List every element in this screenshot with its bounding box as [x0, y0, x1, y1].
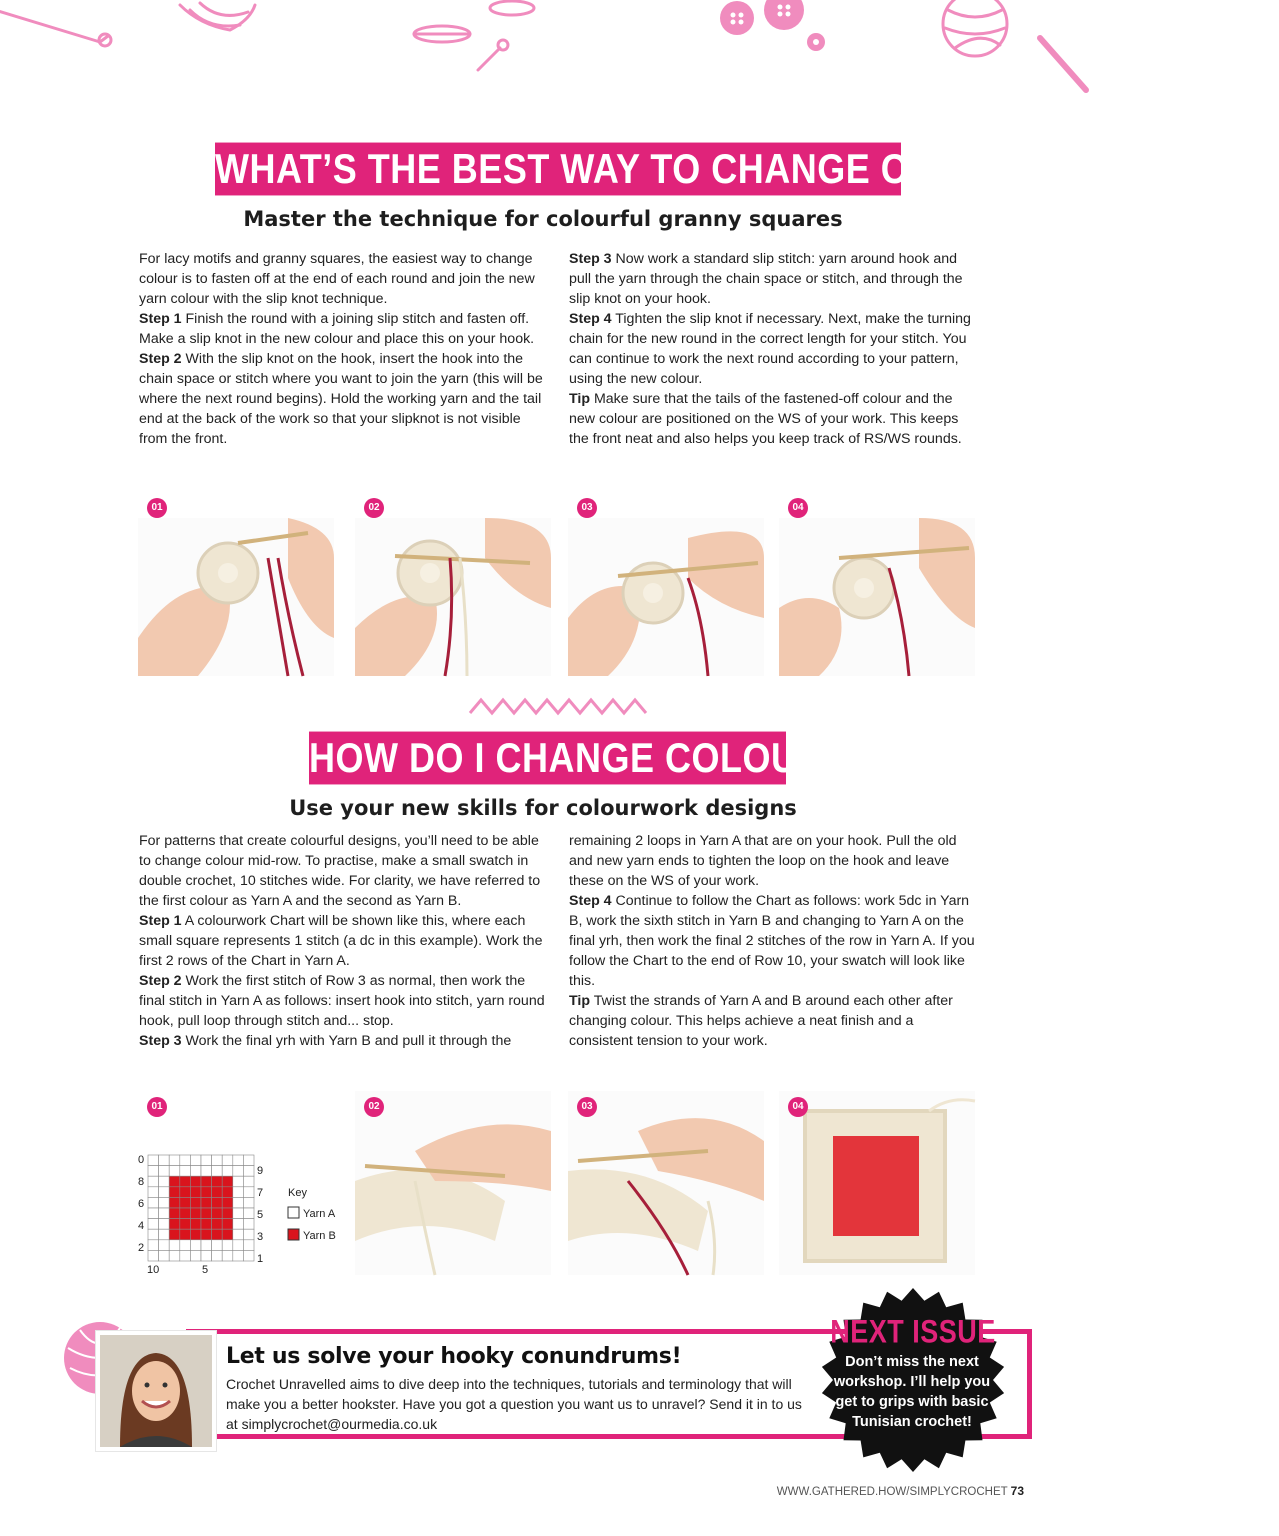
- author-portrait: [96, 1331, 216, 1451]
- chart-row-label: 7: [257, 1187, 264, 1199]
- chart-cell: [243, 1187, 254, 1198]
- chart-cell: [148, 1197, 159, 1208]
- chart-cell: [212, 1219, 223, 1230]
- next-issue-text: Don’t miss the next workshop. I’ll help you get to grips with basic Tunisian crochet!: [833, 1354, 991, 1430]
- chart-row-label: 1: [257, 1253, 264, 1265]
- chart-cell: [201, 1155, 212, 1166]
- chart-cell: [159, 1166, 170, 1177]
- chart-cell: [180, 1176, 191, 1187]
- chart-cell: [201, 1208, 212, 1219]
- chart-cell: [159, 1240, 170, 1251]
- section1-intro: For lacy motifs and granny squares, the easiest way to change colour is to fasten off at the end of each round and join the new yarn colour with the slip knot technique.: [139, 251, 535, 307]
- chart-row-label: 9: [257, 1165, 264, 1177]
- chart-cell: [201, 1197, 212, 1208]
- chart-row-label: 8: [138, 1176, 145, 1188]
- section2-left-column: [139, 831, 547, 1051]
- chart-cell: [201, 1176, 212, 1187]
- chart-cell: [222, 1197, 233, 1208]
- section1-title: WHAT’S THE BEST WAY TO CHANGE COLOUR IN ROUNDS?: [215, 143, 901, 196]
- chart-cell: [201, 1219, 212, 1230]
- chart-cell: [180, 1240, 191, 1251]
- chart-cell: [243, 1208, 254, 1219]
- chart-cell: [159, 1176, 170, 1187]
- section2-step2: Step 2 Work the first stitch of Row 3 as normal, then work the final stitch in Yarn A as follows: insert hook into stitch, yarn round hook, pull loop through stitch and... stop.: [139, 973, 545, 1029]
- chart-cell: [190, 1166, 201, 1177]
- chart-cell: [233, 1155, 244, 1166]
- promo-body: Crochet Unravelled aims to dive deep into the techniques, tutorials and terminology that will make you a better hookster. Have you got a question you want us to unravel? Send it in to us at simplycrochet@ourmedia.co.uk: [226, 1376, 802, 1432]
- chart-cell: [212, 1155, 223, 1166]
- chart-row-label: 5: [257, 1209, 264, 1221]
- chart-cell: [169, 1187, 180, 1198]
- step-number-badge: 04: [788, 498, 808, 518]
- chart-column-label: 10: [147, 1264, 160, 1276]
- step-number-badge: 02: [364, 1097, 384, 1117]
- chart-cell: [148, 1155, 159, 1166]
- chart-cell: [148, 1250, 159, 1261]
- chart-cell: [201, 1187, 212, 1198]
- footer: [777, 1484, 1024, 1498]
- chart-cell: [169, 1250, 180, 1261]
- chart-row-label: 6: [138, 1198, 145, 1210]
- chart-cell: [148, 1219, 159, 1230]
- chart-cell: [159, 1197, 170, 1208]
- chart-column-label: 5: [202, 1264, 209, 1276]
- section2-title: HOW DO I CHANGE COLOUR MID-ROW?: [309, 732, 786, 785]
- chart-cell: [212, 1187, 223, 1198]
- chart-key-yarn-b: Yarn B: [303, 1230, 336, 1242]
- chart-cell: [233, 1229, 244, 1240]
- chart-cell: [169, 1197, 180, 1208]
- chart-cell: [222, 1166, 233, 1177]
- chart-key-title: Key: [288, 1187, 307, 1199]
- chart-cell: [233, 1208, 244, 1219]
- chart-cell: [159, 1155, 170, 1166]
- chart-cell: [212, 1176, 223, 1187]
- chart-cell: [180, 1166, 191, 1177]
- chart-cell: [222, 1155, 233, 1166]
- chart-cell: [159, 1187, 170, 1198]
- chart-cell: [243, 1240, 254, 1251]
- chart-cell: [243, 1155, 254, 1166]
- chart-row-label: 0: [138, 1154, 145, 1166]
- key-swatch-yarn-a: [288, 1207, 299, 1218]
- chart-cell: [243, 1250, 254, 1261]
- chart-cell: [180, 1155, 191, 1166]
- section2-step1: Step 1 A colourwork Chart will be shown like this, where each small square represents 1 stitch (a dc in this example). Work the first 2 rows of the Chart in Yarn A.: [139, 913, 543, 969]
- chart-cell: [212, 1240, 223, 1251]
- chart-cell: [190, 1176, 201, 1187]
- chart-cell: [233, 1176, 244, 1187]
- chart-key-yarn-a: Yarn A: [303, 1208, 336, 1220]
- chart-cell: [190, 1219, 201, 1230]
- section1-step2: Step 2 With the slip knot on the hook, insert the hook into the chain space or stitch where you want to join the yarn (this will be where the next round begins). Hold the working yarn and the tail end at the back of the work so that your slipknot is not visible from the front.: [139, 351, 543, 447]
- chart-cell: [190, 1197, 201, 1208]
- chart-cell: [180, 1250, 191, 1261]
- chart-cell: [180, 1229, 191, 1240]
- chart-cell: [169, 1219, 180, 1230]
- chart-cell: [243, 1229, 254, 1240]
- colourwork-chart: [136, 1150, 356, 1280]
- chart-cell: [222, 1187, 233, 1198]
- chart-cell: [243, 1176, 254, 1187]
- chart-cell: [169, 1166, 180, 1177]
- chart-cell: [212, 1208, 223, 1219]
- chart-cell: [190, 1240, 201, 1251]
- chart-cell: [148, 1176, 159, 1187]
- chart-cell: [169, 1240, 180, 1251]
- section2-step4: Step 4 Continue to follow the Chart as follows: work 5dc in Yarn B, work the sixth stitch in Yarn B and changing to Yarn A on the final yrh, then work the final 2 stitches of the row in Yarn A. If you follow the Chart to the end of Row 10, your swatch will look like this.: [569, 893, 975, 989]
- chart-cell: [190, 1229, 201, 1240]
- chart-cell: [222, 1176, 233, 1187]
- section1-step4: Step 4 Tighten the slip knot if necessary. Next, make the turning chain for the new round in the correct length for your stitch. You can continue to work the next round according to your pattern, using the new colour.: [569, 311, 971, 387]
- chart-cell: [180, 1219, 191, 1230]
- chart-cell: [233, 1187, 244, 1198]
- step-number-badge: 01: [147, 498, 167, 518]
- step-photo-3: [568, 518, 764, 676]
- step-photo-2: [355, 1091, 551, 1275]
- chart-cell: [159, 1229, 170, 1240]
- chart-cell: [201, 1166, 212, 1177]
- chart-cell: [148, 1166, 159, 1177]
- chart-cell: [169, 1229, 180, 1240]
- chart-cell: [233, 1166, 244, 1177]
- section2-right-column: [569, 831, 977, 1051]
- chart-cell: [222, 1229, 233, 1240]
- chart-cell: [212, 1197, 223, 1208]
- section2-tip: Tip Twist the strands of Yarn A and B around each other after changing colour. This helps achieve a neat finish and a consistent tension to your work.: [569, 993, 953, 1049]
- chart-cell: [243, 1219, 254, 1230]
- chart-cell: [180, 1187, 191, 1198]
- chart-cell: [148, 1240, 159, 1251]
- chart-cell: [180, 1208, 191, 1219]
- step-number-badge: 03: [577, 1097, 597, 1117]
- step-photo-2: [355, 518, 551, 676]
- chart-cell: [180, 1197, 191, 1208]
- section1-step1: Step 1 Finish the round with a joining slip stitch and fasten off. Make a slip knot in the new colour and place this on your hook.: [139, 311, 535, 347]
- section1-step3: Step 3 Now work a standard slip stitch: yarn around hook and pull the yarn through the chain space or stitch, and through the slip knot on your hook.: [569, 251, 963, 307]
- chart-cell: [169, 1155, 180, 1166]
- chart-cell: [233, 1197, 244, 1208]
- chart-cell: [212, 1166, 223, 1177]
- chart-cell: [222, 1219, 233, 1230]
- chart-cell: [148, 1229, 159, 1240]
- section1-left-column: [139, 249, 547, 449]
- chart-cell: [169, 1208, 180, 1219]
- chart-cell: [212, 1229, 223, 1240]
- step-number-badge: 01: [147, 1097, 167, 1117]
- key-swatch-yarn-b: [288, 1229, 299, 1240]
- step-number-badge: 02: [364, 498, 384, 518]
- next-issue-title: NEXT ISSUE: [830, 1313, 996, 1350]
- step-number-badge: 04: [788, 1097, 808, 1117]
- chart-cell: [190, 1187, 201, 1198]
- chart-cell: [190, 1250, 201, 1261]
- chart-cell: [159, 1208, 170, 1219]
- section2-subtitle: Use your new skills for colourwork designs: [289, 796, 797, 820]
- chart-row-label: 2: [138, 1242, 145, 1254]
- zigzag-divider: [470, 697, 648, 715]
- chart-cell: [201, 1240, 212, 1251]
- chart-cell: [190, 1208, 201, 1219]
- step-photo-1: [138, 518, 334, 676]
- chart-row-label: 4: [138, 1220, 145, 1232]
- page-number: 73: [1010, 1484, 1024, 1498]
- chart-cell: [201, 1229, 212, 1240]
- chart-cell: [233, 1240, 244, 1251]
- section1-right-column: [569, 249, 977, 449]
- promo-title: Let us solve your hooky conundrums!: [226, 1344, 682, 1369]
- chart-cell: [190, 1155, 201, 1166]
- chart-cell: [201, 1250, 212, 1261]
- section2-intro: For patterns that create colourful designs, you’ll need to be able to change colour mid-row. To practise, make a small swatch in double crochet, 10 stitches wide. For clarity, we have referred to the first colour as Yarn A and the second as Yarn B.: [139, 833, 541, 909]
- step-photo-4: [779, 1091, 975, 1275]
- chart-row-label: 3: [257, 1231, 264, 1243]
- chart-cell: [222, 1208, 233, 1219]
- chart-cell: [148, 1208, 159, 1219]
- chart-cell: [148, 1187, 159, 1198]
- chart-cell: [243, 1166, 254, 1177]
- section2-step3: Step 3 Work the final yrh with Yarn B and pull it through the: [139, 1033, 512, 1049]
- chart-cell: [212, 1250, 223, 1261]
- section2-step3-continued: remaining 2 loops in Yarn A that are on your hook. Pull the old and new yarn ends to tighten the loop on the hook and leave these on the WS of your work.: [569, 833, 957, 889]
- chart-cell: [159, 1250, 170, 1261]
- chart-cell: [169, 1176, 180, 1187]
- chart-cell: [159, 1219, 170, 1230]
- footer-url[interactable]: WWW.GATHERED.HOW/SIMPLYCROCHET: [776, 1486, 1008, 1498]
- header-decoration: [0, 0, 1086, 130]
- step-number-badge: 03: [577, 498, 597, 518]
- step-photo-3: [568, 1091, 764, 1275]
- step-photo-4: [779, 518, 975, 676]
- section1-tip: Tip Make sure that the tails of the fastened-off colour and the new colour are positioned on the WS of your work. This keeps the front neat and also helps you keep track of RS/WS rounds.: [569, 391, 962, 447]
- section1-subtitle: Master the technique for colourful granny squares: [243, 207, 843, 231]
- chart-cell: [233, 1250, 244, 1261]
- chart-cell: [222, 1240, 233, 1251]
- chart-cell: [222, 1250, 233, 1261]
- chart-cell: [233, 1219, 244, 1230]
- chart-cell: [243, 1197, 254, 1208]
